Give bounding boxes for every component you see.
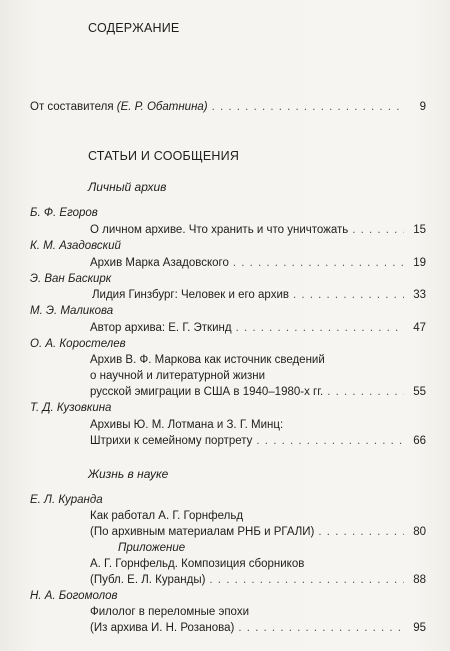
toc-entry (90, 574, 426, 586)
toc-entry (90, 435, 426, 447)
entry-title-line: Архивы Ю. М. Лотмана и З. Г. Минц: (90, 419, 284, 431)
toc-entry (90, 622, 426, 634)
entry-author: О. А. Коростелев (30, 338, 126, 350)
entry-author: Н. А. Богомолов (30, 590, 118, 602)
toc-entry (90, 386, 426, 398)
leader-dots (293, 289, 404, 301)
page-number: 9 (419, 101, 426, 113)
entry-title: Лидия Гинзбург: Человек и его архив (92, 289, 289, 301)
leader-dots (233, 257, 404, 269)
leader-dots (236, 322, 404, 334)
entry-title: Штрихи к семейному портрету (90, 435, 253, 447)
page-number: 47 (413, 322, 426, 334)
entry-author: Б. Ф. Егоров (30, 207, 98, 219)
entry-title-line: Как работал А. Г. Горнфельд (90, 510, 244, 522)
entry-title: Архив Марка Азадовского (90, 257, 229, 269)
toc-entry (90, 322, 426, 334)
subsection-heading: Жизнь в науке (88, 467, 169, 481)
page-number: 19 (413, 257, 426, 269)
page-number: 15 (413, 224, 426, 236)
leader-dots (212, 101, 404, 113)
entry-title: От составителя (Е. Р. Обатнина) (30, 101, 208, 113)
toc-entry (90, 257, 426, 269)
entry-author: Е. Л. Куранда (30, 494, 103, 506)
entry-title-line: Филолог в переломные эпохи (90, 606, 249, 618)
leader-dots (327, 386, 404, 398)
appendix-label: Приложение (118, 542, 186, 554)
leader-dots (256, 435, 404, 447)
section-heading: СТАТЬИ И СООБЩЕНИЯ (88, 149, 240, 163)
entry-title: (Из архива И. Н. Розанова) (90, 622, 235, 634)
entry-title-line: А. Г. Горнфельд. Композиция сборников (90, 558, 305, 570)
entry-author: Э. Ван Баскирк (30, 273, 112, 285)
entry-title: О личном архиве. Что хранить и что уничтожать (90, 224, 349, 236)
entry-title: русской эмиграции в США в 1940–1980-х гг. (90, 386, 324, 398)
toc-entry-preface (30, 101, 426, 113)
toc-entry (92, 289, 426, 301)
page-number: 33 (413, 289, 426, 301)
entry-author: Т. Д. Кузовкина (30, 402, 112, 414)
page-number: 55 (413, 386, 426, 398)
leader-dots (352, 224, 404, 236)
entry-title-line: о научной и литературной жизни (90, 370, 266, 382)
leader-dots (238, 622, 404, 634)
page-number: 95 (413, 622, 426, 634)
toc-entry (90, 224, 426, 236)
entry-title: (Публ. Е. Л. Куранды) (90, 574, 206, 586)
entry-title: (По архивным материалам РНБ и РГАЛИ) (90, 526, 315, 538)
page-number: 66 (413, 435, 426, 447)
entry-title: Автор архива: Е. Г. Эткинд (90, 322, 232, 334)
entry-author: К. М. Азадовский (30, 240, 121, 252)
page-number: 80 (413, 526, 426, 538)
leader-dots (318, 526, 404, 538)
toc-heading: СОДЕРЖАНИЕ (88, 21, 180, 35)
entry-title-line: Архив В. Ф. Маркова как источник сведений (90, 354, 325, 366)
page-number: 88 (413, 574, 426, 586)
subsection-heading: Личный архив (88, 180, 167, 194)
entry-author: М. Э. Маликова (30, 305, 114, 317)
leader-dots (209, 574, 404, 586)
toc-entry (90, 526, 426, 538)
